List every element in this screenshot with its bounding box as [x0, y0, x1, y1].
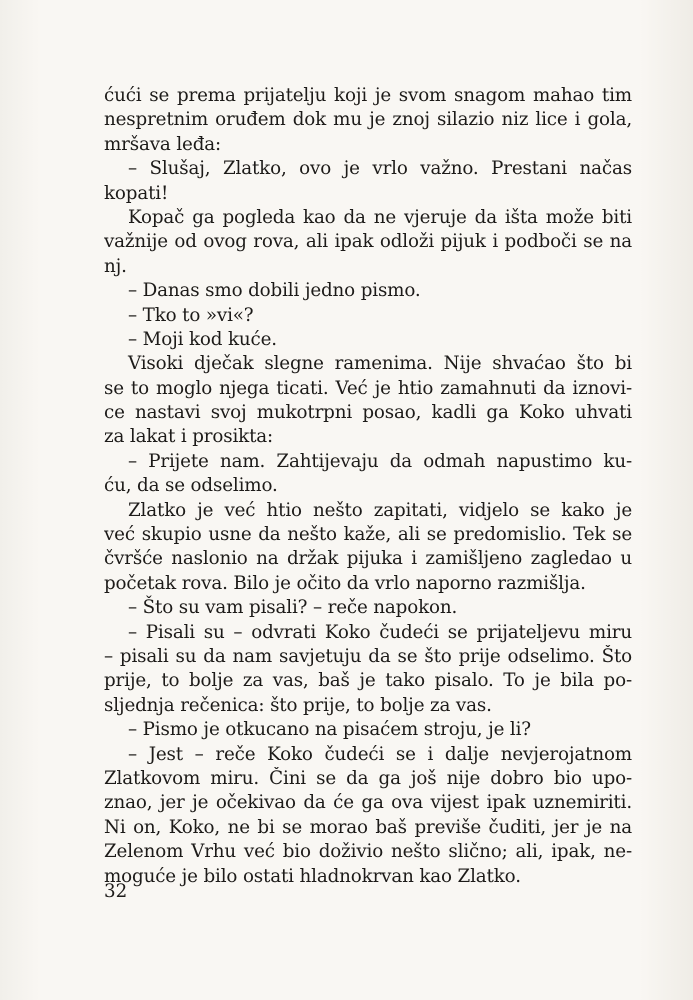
text-line: Zlatkovom miru. Čini se da ga još nije dobro bio upo-: [104, 767, 632, 789]
text-line: Visoki dječak slegne ramenima. Nije shvaćao što bi: [128, 353, 632, 375]
body-text: [104, 84, 632, 889]
text-line: – Pisali su – odvrati Koko čudeći se prijateljevu miru: [128, 621, 632, 643]
text-line: mršava leđa:: [104, 133, 222, 155]
text-line: već skupio usne da nešto kaže, ali se predomislio. Tek se: [104, 524, 632, 546]
text-line: početak rova. Bilo je očito da vrlo naporno razmišlja.: [104, 572, 586, 594]
text-line: sljednja rečenica: što prije, to bolje za vas.: [104, 694, 492, 716]
text-line: prije, to bolje za vas, baš je tako pisalo. To je bila po-: [104, 670, 632, 692]
text-line: – pisali su da nam savjetuju da se što prije odselimo. Što: [104, 645, 632, 667]
text-line: za lakat i prosikta:: [104, 426, 274, 448]
text-line: Zelenom Vrhu već bio doživio nešto slično; ali, ipak, ne-: [104, 841, 632, 863]
text-line: ću, da se odselimo.: [104, 475, 278, 497]
text-line: – Slušaj, Zlatko, ovo je vrlo važno. Prestani načas: [128, 158, 632, 180]
text-line: Ni on, Koko, ne bi se morao baš previše čuditi, jer je na: [104, 816, 632, 838]
text-line: nespretnim oruđem dok mu je znoj silazio niz lice i gola,: [104, 109, 632, 131]
text-line: – Moji kod kuće.: [128, 328, 277, 350]
text-line: Kopač ga pogleda kao da ne vjeruje da išta može biti: [128, 206, 632, 228]
text-line: moguće je bilo ostati hladnokrvan kao Zlatko.: [104, 865, 521, 887]
text-line: važnije od ovog rova, ali ipak odloži pijuk i podboči se na: [104, 231, 632, 253]
text-line: ćući se prema prijatelju koji je svom snagom mahao tim: [104, 85, 632, 106]
page-number: 32: [104, 881, 128, 902]
text-line: – Pismo je otkucano na pisaćem stroju, je li?: [128, 719, 531, 741]
text-line: nj.: [104, 255, 127, 277]
text-line: čvršće naslonio na držak pijuka i zamišljeno zagledao u: [104, 548, 632, 570]
text-line: – Jest – reče Koko čudeći se i dalje nevjerojatnom: [128, 743, 632, 765]
text-line: ce nastavi svoj mukotrpni posao, kadli ga Koko uhvati: [104, 402, 632, 424]
text-line: – Tko to »vi«?: [128, 304, 254, 326]
text-line: kopati!: [104, 182, 169, 204]
text-line: se to moglo njega ticati. Već je htio zamahnuti da iznovi-: [104, 377, 632, 399]
text-line: znao, jer je očekivao da će ga ova vijest ipak uznemiriti.: [104, 792, 632, 814]
text-line: – Što su vam pisali? – reče napokon.: [128, 597, 458, 619]
text-line: Zlatko je već htio nešto zapitati, vidjelo se kako je: [128, 499, 632, 521]
text-line: – Danas smo dobili jedno pismo.: [128, 280, 421, 302]
text-line: – Prijete nam. Zahtijevaju da odmah napustimo ku-: [128, 450, 632, 472]
